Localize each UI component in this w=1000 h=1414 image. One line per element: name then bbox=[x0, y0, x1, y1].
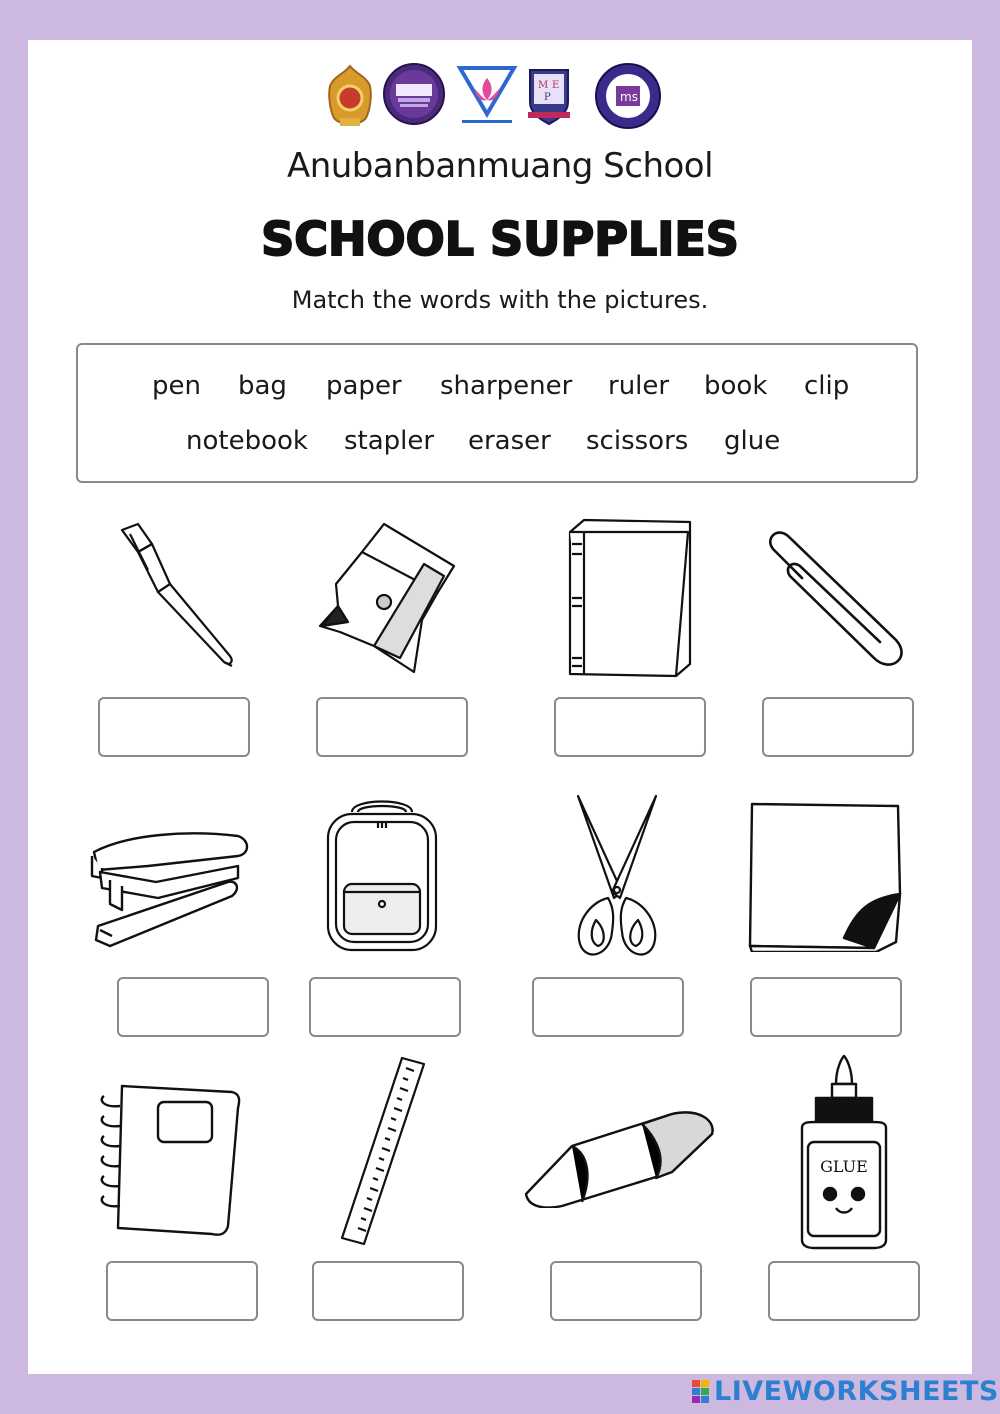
word-bank-item[interactable]: stapler bbox=[344, 426, 435, 456]
paper-sheet-icon bbox=[746, 802, 906, 952]
instruction-text: Match the words with the pictures. bbox=[291, 286, 709, 314]
word-bank-item[interactable]: ruler bbox=[608, 371, 670, 401]
ministry-emblem-icon bbox=[326, 62, 374, 132]
word-bank-item[interactable]: paper bbox=[326, 371, 402, 401]
book-icon bbox=[564, 518, 694, 678]
svg-text:P: P bbox=[544, 92, 551, 103]
scissors-icon bbox=[570, 792, 664, 962]
spiral-notebook-icon bbox=[100, 1076, 242, 1238]
answer-box[interactable] bbox=[762, 697, 914, 757]
logo-row bbox=[326, 62, 666, 134]
ruler-icon bbox=[340, 1056, 426, 1246]
word-bank-item[interactable]: clip bbox=[804, 371, 850, 401]
answer-box[interactable] bbox=[316, 697, 468, 757]
sharpener-icon bbox=[318, 522, 458, 674]
word-bank-item[interactable]: pen bbox=[152, 371, 201, 401]
backpack-icon bbox=[322, 792, 442, 954]
word-bank-item[interactable]: scissors bbox=[586, 426, 689, 456]
school-name: Anubanbanmuang School bbox=[286, 146, 714, 186]
answer-box[interactable] bbox=[312, 1261, 464, 1321]
paper-clip-icon bbox=[762, 528, 912, 670]
svg-text:M: M bbox=[538, 80, 549, 91]
answer-box[interactable] bbox=[98, 697, 250, 757]
eraser-icon bbox=[522, 1106, 716, 1208]
math-science-logo-icon bbox=[594, 62, 662, 130]
answer-box[interactable] bbox=[309, 977, 461, 1037]
word-bank-item[interactable]: bag bbox=[238, 371, 287, 401]
stapler-icon bbox=[88, 826, 252, 950]
liveworksheets-logo-icon bbox=[692, 1380, 710, 1404]
word-bank-item[interactable]: sharpener bbox=[440, 371, 573, 401]
answer-box[interactable] bbox=[550, 1261, 702, 1321]
liveworksheets-footer bbox=[692, 1374, 999, 1408]
answer-box[interactable] bbox=[117, 977, 269, 1037]
svg-text:E: E bbox=[552, 80, 560, 91]
answer-box[interactable] bbox=[768, 1261, 920, 1321]
word-bank-item[interactable]: eraser bbox=[468, 426, 551, 456]
svg-text:ms: ms bbox=[620, 90, 638, 104]
school-circle-logo-icon bbox=[382, 62, 446, 126]
anubanbanmuang-lotus-logo-icon bbox=[456, 62, 518, 128]
glue-bottle-icon bbox=[792, 1054, 896, 1250]
answer-box[interactable] bbox=[750, 977, 902, 1037]
word-bank-item[interactable]: notebook bbox=[186, 426, 308, 456]
answer-box[interactable] bbox=[554, 697, 706, 757]
answer-box[interactable] bbox=[532, 977, 684, 1037]
answer-box[interactable] bbox=[106, 1261, 258, 1321]
pen-icon bbox=[108, 522, 240, 668]
word-bank bbox=[76, 343, 918, 483]
glue-label: GLUE bbox=[820, 1157, 868, 1176]
liveworksheets-brand[interactable]: LIVEWORKSHEETS bbox=[714, 1376, 999, 1407]
word-bank-item[interactable]: glue bbox=[724, 426, 781, 456]
mep-shield-logo-icon bbox=[526, 62, 572, 128]
worksheet-title: SCHOOL SUPPLIES bbox=[261, 212, 739, 266]
word-bank-item[interactable]: book bbox=[704, 371, 768, 401]
